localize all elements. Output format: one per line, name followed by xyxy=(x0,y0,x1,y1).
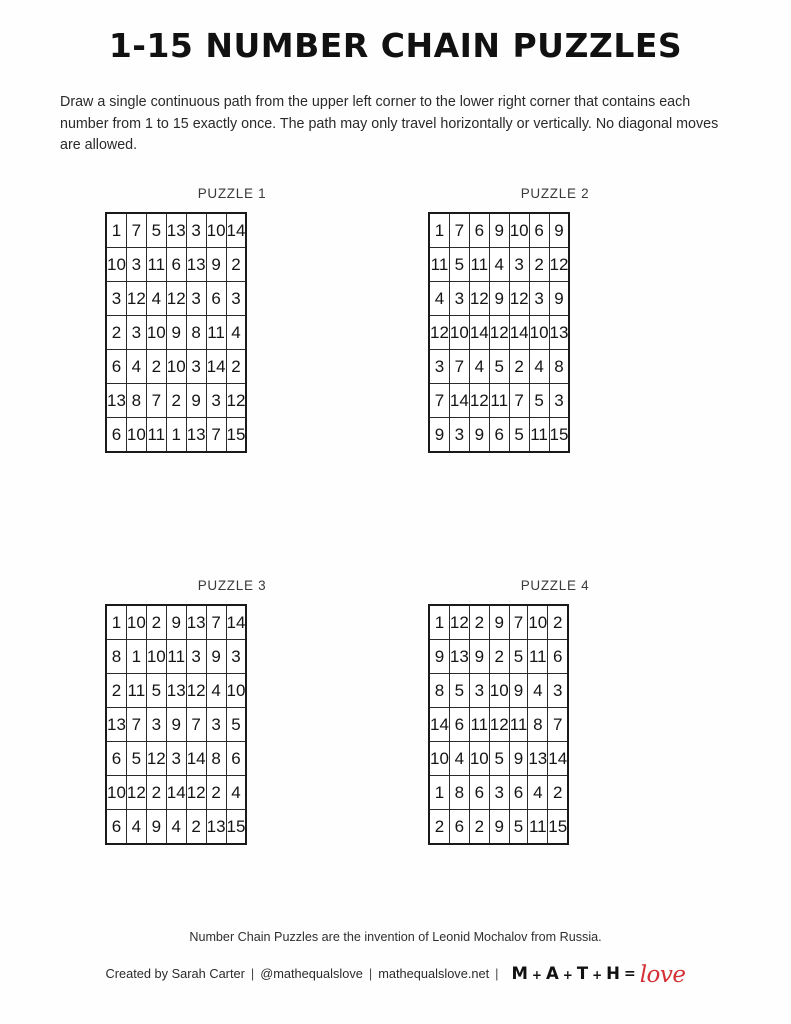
puzzle-cell[interactable]: 2 xyxy=(469,605,489,640)
logo-plus-icon-2: + xyxy=(562,967,573,982)
puzzle-cell[interactable]: 9 xyxy=(549,282,569,316)
puzzle-cell[interactable]: 12 xyxy=(449,605,469,640)
puzzle-cell[interactable]: 7 xyxy=(146,384,166,418)
logo-letter-m: M xyxy=(511,964,528,983)
puzzle-cell[interactable]: 11 xyxy=(509,708,528,742)
puzzle-cell[interactable]: 3 xyxy=(206,384,226,418)
puzzle-cell[interactable]: 13 xyxy=(206,810,226,845)
puzzle-label-3: PUZZLE 3 xyxy=(197,578,267,593)
puzzle-cell[interactable]: 3 xyxy=(126,316,146,350)
puzzle-cell[interactable]: 12 xyxy=(489,316,509,350)
puzzle-cell[interactable]: 10 xyxy=(469,742,489,776)
puzzle-cell[interactable]: 8 xyxy=(429,674,449,708)
puzzle-cell[interactable]: 7 xyxy=(206,418,226,453)
puzzle-cell[interactable]: 6 xyxy=(226,742,246,776)
puzzle-cell[interactable]: 10 xyxy=(226,674,246,708)
puzzle-cell[interactable]: 8 xyxy=(126,384,146,418)
footer-separator-1: | xyxy=(250,966,255,981)
puzzle-cell[interactable]: 1 xyxy=(126,640,146,674)
puzzle-cell[interactable]: 11 xyxy=(489,384,509,418)
puzzle-cell[interactable]: 12 xyxy=(469,282,489,316)
puzzle-cell[interactable]: 9 xyxy=(429,418,449,453)
puzzle-cell[interactable]: 7 xyxy=(509,384,529,418)
puzzle-cell[interactable]: 13 xyxy=(186,418,206,453)
puzzle-grid-row xyxy=(106,708,246,742)
puzzle-cell[interactable]: 3 xyxy=(509,248,529,282)
puzzle-cell[interactable]: 5 xyxy=(489,350,509,384)
puzzle-cell[interactable]: 11 xyxy=(146,418,166,453)
puzzle-cell[interactable]: 6 xyxy=(106,418,126,453)
puzzle-cell[interactable]: 12 xyxy=(186,674,206,708)
puzzle-cell[interactable]: 6 xyxy=(489,418,509,453)
puzzle-cell[interactable]: 15 xyxy=(548,810,568,845)
puzzle-cell[interactable]: 11 xyxy=(529,418,549,453)
puzzle-cell[interactable]: 2 xyxy=(469,810,489,845)
puzzle-cell[interactable]: 1 xyxy=(166,418,186,453)
puzzle-cell[interactable]: 1 xyxy=(106,213,126,248)
puzzle-grid-row xyxy=(429,810,568,845)
puzzle-cell[interactable]: 9 xyxy=(166,708,186,742)
puzzle-cell[interactable]: 5 xyxy=(489,742,509,776)
puzzle-grid-row xyxy=(106,674,246,708)
puzzle-cell[interactable]: 2 xyxy=(429,810,449,845)
puzzle-cell[interactable]: 5 xyxy=(226,708,246,742)
puzzle-cell[interactable]: 5 xyxy=(449,248,469,282)
puzzle-cell[interactable]: 6 xyxy=(106,350,126,384)
puzzle-grid-row xyxy=(106,213,246,248)
puzzle-cell[interactable]: 9 xyxy=(469,418,489,453)
puzzle-cell[interactable]: 8 xyxy=(206,742,226,776)
puzzle-cell[interactable]: 14 xyxy=(469,316,489,350)
puzzle-grid-row xyxy=(106,282,246,316)
puzzle-grid-row xyxy=(106,742,246,776)
puzzle-cell[interactable]: 15 xyxy=(226,810,246,845)
puzzle-cell[interactable]: 10 xyxy=(126,418,146,453)
puzzle-cell[interactable]: 10 xyxy=(489,674,509,708)
puzzle-cell[interactable]: 15 xyxy=(549,418,569,453)
puzzle-cell[interactable]: 3 xyxy=(449,418,469,453)
puzzle-cell[interactable]: 5 xyxy=(449,674,469,708)
puzzle-grid-row xyxy=(429,708,568,742)
puzzle-cell[interactable]: 14 xyxy=(206,350,226,384)
puzzle-cell[interactable]: 14 xyxy=(226,213,246,248)
puzzle-cell[interactable]: 2 xyxy=(146,350,166,384)
puzzle-cell[interactable]: 6 xyxy=(449,708,469,742)
puzzle-cell[interactable]: 12 xyxy=(126,776,146,810)
puzzle-cell[interactable]: 7 xyxy=(206,605,226,640)
puzzle-cell[interactable]: 8 xyxy=(449,776,469,810)
puzzle-cell[interactable]: 2 xyxy=(529,248,549,282)
puzzle-cell[interactable]: 3 xyxy=(186,282,206,316)
puzzle-cell[interactable]: 2 xyxy=(146,605,166,640)
puzzle-cell[interactable]: 10 xyxy=(106,248,126,282)
footer-separator-2: | xyxy=(368,966,373,981)
page-title: 1-15 NUMBER CHAIN PUZZLES xyxy=(108,26,683,65)
puzzle-cell[interactable]: 10 xyxy=(509,213,529,248)
puzzle-cell[interactable]: 10 xyxy=(206,213,226,248)
puzzle-grid-row xyxy=(106,640,246,674)
puzzle-cell[interactable]: 6 xyxy=(548,640,568,674)
puzzle-cell[interactable]: 13 xyxy=(166,213,186,248)
puzzle-cell[interactable]: 4 xyxy=(489,248,509,282)
logo-plus-icon-1: + xyxy=(531,967,542,982)
puzzle-grid-row xyxy=(429,213,569,248)
puzzle-cell[interactable]: 10 xyxy=(146,640,166,674)
invention-credit: Number Chain Puzzles are the invention of Leonid Mochalov from Russia. xyxy=(189,930,602,944)
puzzle-cell[interactable]: 9 xyxy=(549,213,569,248)
puzzle-cell[interactable]: 5 xyxy=(126,742,146,776)
puzzle-cell[interactable]: 9 xyxy=(166,605,186,640)
puzzle-cell[interactable]: 14 xyxy=(226,605,246,640)
puzzle-cell[interactable]: 10 xyxy=(528,605,548,640)
footer-attribution xyxy=(0,962,791,988)
puzzle-cell[interactable]: 9 xyxy=(186,384,206,418)
puzzle-cell[interactable]: 2 xyxy=(226,248,246,282)
puzzle-cell[interactable]: 6 xyxy=(469,776,489,810)
puzzle-cell[interactable]: 12 xyxy=(126,282,146,316)
puzzle-cell[interactable]: 2 xyxy=(106,674,126,708)
puzzle-cell[interactable]: 3 xyxy=(489,776,509,810)
puzzle-cell[interactable]: 7 xyxy=(509,605,528,640)
puzzle-grid-row xyxy=(106,776,246,810)
puzzle-grid-row xyxy=(429,384,569,418)
puzzle-grid-row xyxy=(429,776,568,810)
puzzle-cell[interactable]: 5 xyxy=(509,418,529,453)
puzzle-grid-row xyxy=(429,350,569,384)
logo-equals-icon: = xyxy=(623,965,636,982)
puzzle-cell[interactable]: 12 xyxy=(509,282,529,316)
puzzle-cell[interactable]: 10 xyxy=(166,350,186,384)
puzzle-grid-4[interactable] xyxy=(428,604,569,845)
puzzle-cell[interactable]: 11 xyxy=(528,810,548,845)
puzzle-cell[interactable]: 13 xyxy=(106,708,126,742)
puzzle-cell[interactable]: 12 xyxy=(469,384,489,418)
puzzle-grid-row xyxy=(106,316,246,350)
puzzle-grid-1[interactable] xyxy=(105,212,247,453)
puzzle-cell[interactable]: 1 xyxy=(429,776,449,810)
puzzle-grid-row xyxy=(106,384,246,418)
puzzle-cell[interactable]: 5 xyxy=(509,810,528,845)
logo-love-script: love xyxy=(639,962,686,988)
puzzle-cell[interactable]: 11 xyxy=(166,640,186,674)
puzzle-grid-row xyxy=(429,248,569,282)
puzzle-cell[interactable]: 2 xyxy=(548,605,568,640)
puzzle-cell[interactable]: 5 xyxy=(146,213,166,248)
puzzle-cell[interactable]: 10 xyxy=(429,742,449,776)
puzzle-cell[interactable]: 10 xyxy=(146,316,166,350)
logo-plus-icon-3: + xyxy=(592,967,603,982)
puzzle-cell[interactable]: 12 xyxy=(489,708,509,742)
puzzle-grid-row xyxy=(106,418,246,453)
puzzle-cell[interactable]: 6 xyxy=(469,213,489,248)
puzzle-cell[interactable]: 2 xyxy=(166,384,186,418)
puzzle-cell[interactable]: 13 xyxy=(166,674,186,708)
puzzle-cell[interactable]: 11 xyxy=(126,674,146,708)
puzzle-cell[interactable]: 7 xyxy=(449,213,469,248)
puzzle-cell[interactable]: 12 xyxy=(429,316,449,350)
puzzle-cell[interactable]: 3 xyxy=(226,282,246,316)
puzzle-cell[interactable]: 2 xyxy=(489,640,509,674)
puzzle-cell[interactable]: 7 xyxy=(126,213,146,248)
puzzle-cell[interactable]: 6 xyxy=(529,213,549,248)
puzzle-cell[interactable]: 8 xyxy=(528,708,548,742)
puzzle-cell[interactable]: 3 xyxy=(226,640,246,674)
puzzle-cell[interactable]: 4 xyxy=(126,350,146,384)
puzzle-cell[interactable]: 4 xyxy=(226,776,246,810)
puzzle-cell[interactable]: 2 xyxy=(206,776,226,810)
logo-letter-a: A xyxy=(545,964,559,983)
puzzle-grid-row xyxy=(106,248,246,282)
puzzle-cell[interactable]: 1 xyxy=(106,605,126,640)
puzzle-grid-row xyxy=(106,350,246,384)
puzzle-cell[interactable]: 9 xyxy=(429,640,449,674)
puzzle-cell[interactable]: 2 xyxy=(226,350,246,384)
puzzle-cell[interactable]: 12 xyxy=(226,384,246,418)
puzzle-cell[interactable]: 10 xyxy=(449,316,469,350)
puzzle-cell[interactable]: 12 xyxy=(186,776,206,810)
puzzle-cell[interactable]: 14 xyxy=(509,316,529,350)
puzzle-grid-row xyxy=(429,282,569,316)
puzzle-cell[interactable]: 4 xyxy=(126,810,146,845)
puzzle-cell[interactable]: 9 xyxy=(469,640,489,674)
puzzle-cell[interactable]: 13 xyxy=(549,316,569,350)
puzzle-cell[interactable]: 3 xyxy=(449,282,469,316)
puzzle-cell[interactable]: 11 xyxy=(429,248,449,282)
puzzle-cell[interactable]: 4 xyxy=(469,350,489,384)
puzzle-label-2: PUZZLE 2 xyxy=(520,186,590,201)
puzzle-cell[interactable]: 9 xyxy=(206,248,226,282)
puzzle-grid-row xyxy=(429,605,568,640)
puzzle-cell[interactable]: 2 xyxy=(186,810,206,845)
puzzle-cell[interactable]: 4 xyxy=(528,674,548,708)
puzzle-cell[interactable]: 13 xyxy=(106,384,126,418)
puzzle-cell[interactable]: 4 xyxy=(206,674,226,708)
puzzle-cell[interactable]: 11 xyxy=(469,248,489,282)
puzzle-cell[interactable]: 6 xyxy=(509,776,528,810)
puzzle-cell[interactable]: 6 xyxy=(106,742,126,776)
puzzle-cell[interactable]: 13 xyxy=(528,742,548,776)
footer-handle: @mathequalslove xyxy=(260,966,363,981)
puzzle-cell[interactable]: 2 xyxy=(509,350,529,384)
puzzle-cell[interactable]: 15 xyxy=(226,418,246,453)
footer-website: mathequalslove.net xyxy=(378,966,490,981)
puzzle-cell[interactable]: 1 xyxy=(429,213,449,248)
puzzle-cell[interactable]: 10 xyxy=(106,776,126,810)
puzzle-cell[interactable]: 7 xyxy=(126,708,146,742)
puzzle-cell[interactable]: 7 xyxy=(449,350,469,384)
puzzle-cell[interactable]: 8 xyxy=(549,350,569,384)
puzzle-cell[interactable]: 11 xyxy=(469,708,489,742)
puzzle-cell[interactable]: 4 xyxy=(529,350,549,384)
puzzle-cell[interactable]: 5 xyxy=(529,384,549,418)
puzzle-cell[interactable]: 9 xyxy=(509,674,528,708)
puzzle-cell[interactable]: 11 xyxy=(206,316,226,350)
math-equals-love-logo xyxy=(511,962,686,988)
puzzle-cell[interactable]: 6 xyxy=(449,810,469,845)
puzzle-cell[interactable]: 7 xyxy=(548,708,568,742)
puzzle-label-1: PUZZLE 1 xyxy=(197,186,267,201)
puzzle-cell[interactable]: 3 xyxy=(529,282,549,316)
puzzle-cell[interactable]: 13 xyxy=(186,248,206,282)
puzzle-cell[interactable]: 4 xyxy=(226,316,246,350)
puzzle-cell[interactable]: 13 xyxy=(449,640,469,674)
puzzle-cell[interactable]: 7 xyxy=(429,384,449,418)
puzzle-cell[interactable]: 11 xyxy=(146,248,166,282)
puzzle-cell[interactable]: 7 xyxy=(186,708,206,742)
puzzle-cell[interactable]: 3 xyxy=(186,640,206,674)
puzzle-cell[interactable]: 4 xyxy=(449,742,469,776)
footer-author: Created by Sarah Carter xyxy=(105,966,245,981)
puzzle-cell[interactable]: 5 xyxy=(509,640,528,674)
puzzle-cell[interactable]: 3 xyxy=(166,742,186,776)
puzzle-cell[interactable]: 4 xyxy=(528,776,548,810)
puzzle-cell[interactable]: 2 xyxy=(106,316,126,350)
puzzle-cell[interactable]: 9 xyxy=(146,810,166,845)
puzzle-cell[interactable]: 14 xyxy=(429,708,449,742)
puzzle-cell[interactable]: 9 xyxy=(489,282,509,316)
puzzle-cell[interactable]: 12 xyxy=(166,282,186,316)
puzzle-cell[interactable]: 6 xyxy=(206,282,226,316)
puzzle-cell[interactable]: 3 xyxy=(186,350,206,384)
instructions-text: Draw a single continuous path from the upper left corner to the lower right corner that contains each number from 1 to 15 exactly once. The path may only travel horizontally or vertically. No diagonal moves are allowed. xyxy=(60,94,719,153)
puzzle-grid-row xyxy=(429,640,568,674)
puzzle-cell[interactable]: 9 xyxy=(489,810,509,845)
puzzle-cell[interactable]: 6 xyxy=(166,248,186,282)
puzzle-cell[interactable]: 4 xyxy=(429,282,449,316)
puzzle-cell[interactable]: 2 xyxy=(146,776,166,810)
puzzle-cell[interactable]: 5 xyxy=(146,674,166,708)
puzzle-cell[interactable]: 1 xyxy=(429,605,449,640)
puzzle-grid-row xyxy=(429,674,568,708)
logo-letter-h: H xyxy=(606,964,620,983)
puzzle-grid-row xyxy=(429,418,569,453)
puzzle-grid-row xyxy=(429,316,569,350)
puzzle-cell[interactable]: 9 xyxy=(489,605,509,640)
puzzle-grid-3[interactable] xyxy=(105,604,247,845)
puzzle-cell[interactable]: 2 xyxy=(548,776,568,810)
puzzle-cell[interactable]: 9 xyxy=(206,640,226,674)
puzzle-cell[interactable]: 14 xyxy=(166,776,186,810)
puzzle-cell[interactable]: 3 xyxy=(206,708,226,742)
puzzle-cell[interactable]: 10 xyxy=(529,316,549,350)
puzzle-cell[interactable]: 3 xyxy=(549,384,569,418)
puzzle-grid-row xyxy=(106,605,246,640)
puzzle-cell[interactable]: 3 xyxy=(429,350,449,384)
footer-separator-3: | xyxy=(495,966,499,981)
puzzle-label-4: PUZZLE 4 xyxy=(520,578,590,593)
puzzle-cell[interactable]: 4 xyxy=(146,282,166,316)
puzzle-cell[interactable]: 9 xyxy=(489,213,509,248)
puzzle-cell[interactable]: 3 xyxy=(146,708,166,742)
puzzle-cell[interactable]: 8 xyxy=(186,316,206,350)
logo-letter-t: T xyxy=(576,964,589,983)
puzzle-cell[interactable]: 3 xyxy=(126,248,146,282)
puzzle-cell[interactable]: 13 xyxy=(186,605,206,640)
puzzle-cell[interactable]: 10 xyxy=(126,605,146,640)
puzzle-cell[interactable]: 12 xyxy=(146,742,166,776)
puzzle-cell[interactable]: 3 xyxy=(548,674,568,708)
puzzle-cell[interactable]: 9 xyxy=(166,316,186,350)
puzzle-cell[interactable]: 4 xyxy=(166,810,186,845)
puzzle-cell[interactable]: 12 xyxy=(549,248,569,282)
puzzle-grid-row xyxy=(106,810,246,845)
puzzle-cell[interactable]: 14 xyxy=(449,384,469,418)
puzzle-cell[interactable]: 14 xyxy=(186,742,206,776)
puzzle-cell[interactable]: 6 xyxy=(106,810,126,845)
puzzle-cell[interactable]: 3 xyxy=(186,213,206,248)
puzzle-cell[interactable]: 9 xyxy=(509,742,528,776)
puzzle-cell[interactable]: 8 xyxy=(106,640,126,674)
puzzle-cell[interactable]: 3 xyxy=(469,674,489,708)
puzzle-cell[interactable]: 3 xyxy=(106,282,126,316)
puzzle-cell[interactable]: 14 xyxy=(548,742,568,776)
puzzle-cell[interactable]: 11 xyxy=(528,640,548,674)
puzzle-grid-2[interactable] xyxy=(428,212,570,453)
puzzle-grid-row xyxy=(429,742,568,776)
